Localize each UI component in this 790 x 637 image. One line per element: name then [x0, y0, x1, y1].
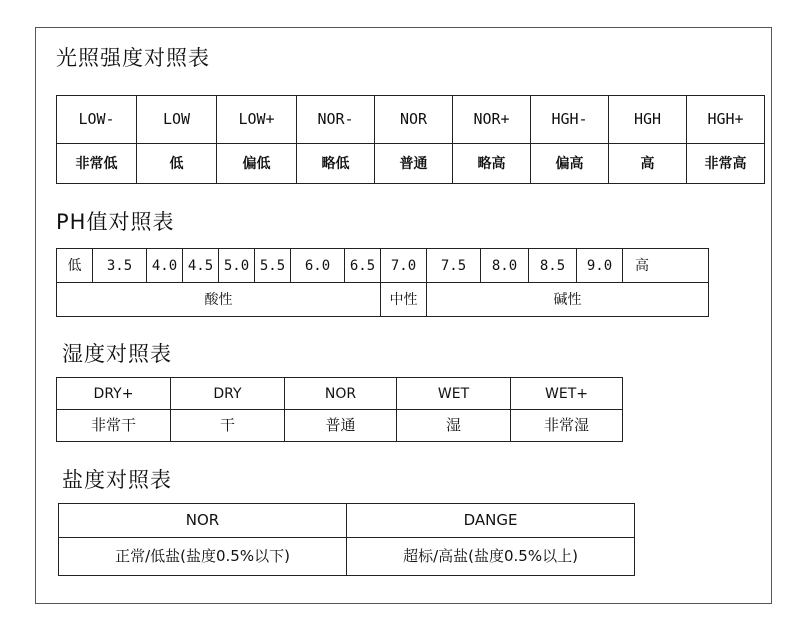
ph-value-cell: 4.0: [147, 249, 183, 283]
humidity-code-cell: WET+: [511, 378, 623, 410]
humidity-code-cell: DRY: [171, 378, 285, 410]
humidity-table: [56, 377, 623, 442]
humidity-label-cell: 湿: [397, 410, 511, 442]
salinity-code-cell: NOR: [59, 504, 347, 538]
light-code-cell: NOR-: [297, 96, 375, 144]
ph-value-cell: 8.0: [481, 249, 529, 283]
light-label-cell: 略低: [297, 144, 375, 184]
ph-table: [56, 248, 709, 317]
ph-table-title: PH值对照表: [56, 210, 175, 234]
ph-value-cell: 6.0: [291, 249, 345, 283]
salinity-label-cell: 超标/高盐(盐度0.5%以上): [347, 538, 635, 576]
salinity-table-title: 盐度对照表: [62, 468, 172, 492]
humidity-code-cell: NOR: [285, 378, 397, 410]
light-code-cell: HGH-: [531, 96, 609, 144]
ph-value-cell: 9.0: [577, 249, 623, 283]
salinity-code-cell: DANGE: [347, 504, 635, 538]
light-label-cell: 普通: [375, 144, 453, 184]
light-code-cell: LOW+: [217, 96, 297, 144]
ph-group-neutral: 中性: [381, 283, 427, 317]
light-label-cell: 低: [137, 144, 217, 184]
ph-group-acidic: 酸性: [57, 283, 381, 317]
ph-value-cell: 低: [57, 249, 93, 283]
ph-value-cell: 7.0: [381, 249, 427, 283]
humidity-table-title: 湿度对照表: [62, 342, 172, 366]
ph-value-cell: 4.5: [183, 249, 219, 283]
ph-value-cell: 高: [623, 249, 709, 283]
ph-value-cell: 6.5: [345, 249, 381, 283]
light-label-cell: 非常高: [687, 144, 765, 184]
ph-value-cell: 8.5: [529, 249, 577, 283]
humidity-label-cell: 干: [171, 410, 285, 442]
ph-value-cell: 7.5: [427, 249, 481, 283]
light-code-cell: HGH: [609, 96, 687, 144]
light-code-cell: NOR: [375, 96, 453, 144]
ph-value-cell: 5.0: [219, 249, 255, 283]
humidity-label-cell: 非常干: [57, 410, 171, 442]
ph-value-cell: 3.5: [93, 249, 147, 283]
light-table-title: 光照强度对照表: [56, 46, 210, 70]
ph-group-alkaline: 碱性: [427, 283, 709, 317]
light-label-cell: 偏高: [531, 144, 609, 184]
humidity-label-cell: 普通: [285, 410, 397, 442]
light-label-cell: 略高: [453, 144, 531, 184]
light-label-cell: 非常低: [57, 144, 137, 184]
light-code-cell: LOW-: [57, 96, 137, 144]
humidity-label-cell: 非常湿: [511, 410, 623, 442]
salinity-label-cell: 正常/低盐(盐度0.5%以下): [59, 538, 347, 576]
humidity-code-cell: DRY+: [57, 378, 171, 410]
light-intensity-table: [56, 95, 765, 184]
salinity-table: [58, 503, 635, 576]
light-code-cell: HGH+: [687, 96, 765, 144]
humidity-code-cell: WET: [397, 378, 511, 410]
light-label-cell: 偏低: [217, 144, 297, 184]
ph-value-cell: 5.5: [255, 249, 291, 283]
light-code-cell: LOW: [137, 96, 217, 144]
light-label-cell: 高: [609, 144, 687, 184]
light-code-cell: NOR+: [453, 96, 531, 144]
